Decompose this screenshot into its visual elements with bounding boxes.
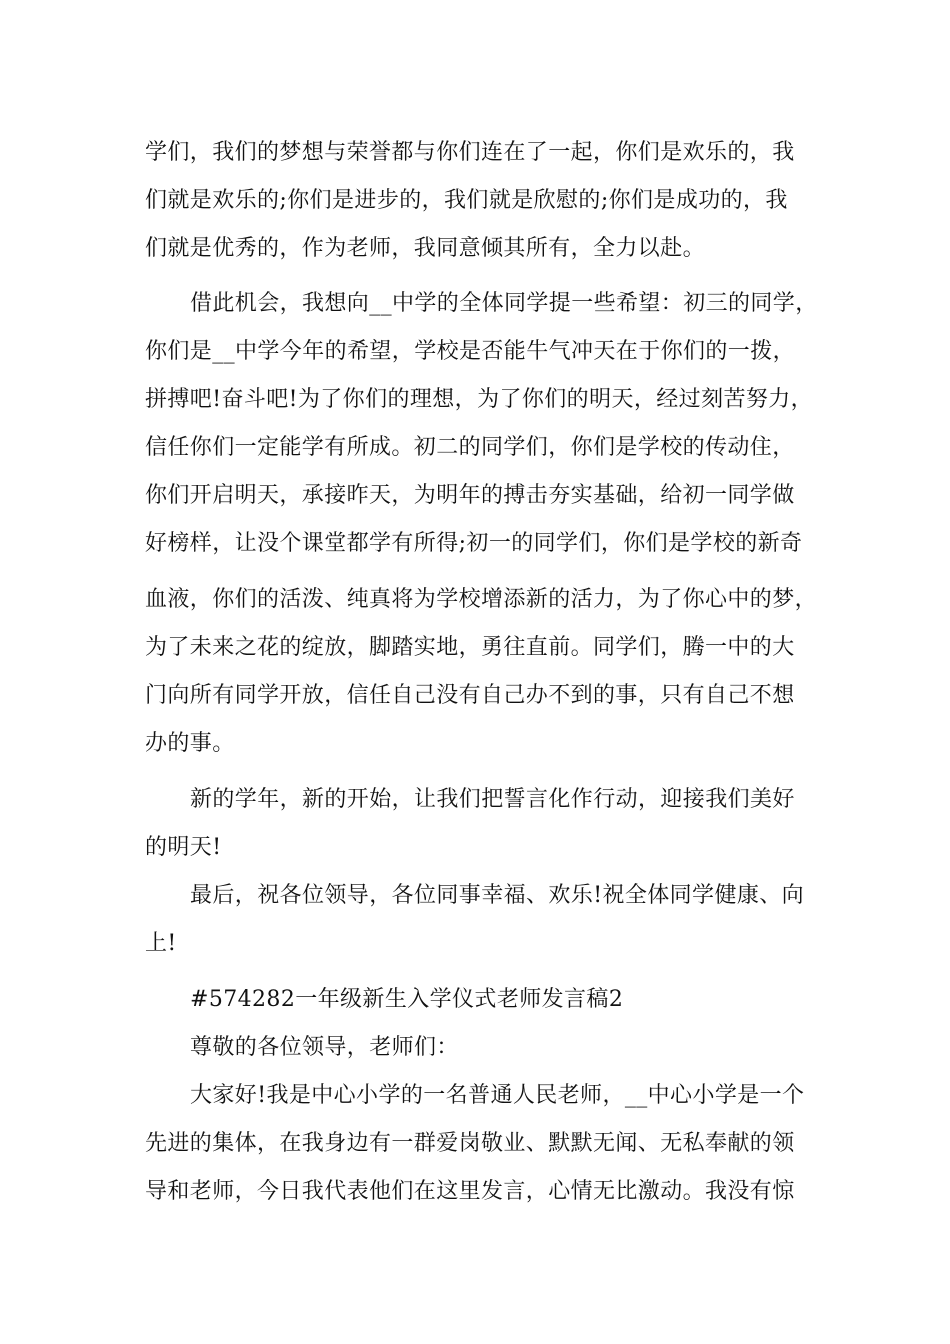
text-line: 你们开启明天，承接昨天，为明年的搏击夯实基础，给初一同学做 bbox=[145, 483, 795, 508]
paragraph-start-line: 借此机会，我想向__中学的全体同学提一些希望：初三的同学， bbox=[190, 291, 818, 316]
paragraph-start-line: 新的学年，新的开始，让我们把誓言化作行动，迎接我们美好 bbox=[190, 787, 795, 812]
text-line: 血液，你们的活泼、纯真将为学校增添新的活力，为了你心中的梦， bbox=[145, 587, 818, 612]
text-line: 你们是__中学今年的希望，学校是否能牛气冲天在于你们的一拨， bbox=[145, 339, 796, 364]
text-line: 好榜样，让没个课堂都学有所得;初一的同学们，你们是学校的新奇 bbox=[145, 531, 803, 556]
text-line: 的明天! bbox=[145, 835, 222, 860]
text-line: 门向所有同学开放，信任自己没有自己办不到的事，只有自己不想 bbox=[145, 683, 795, 708]
text-line: 上! bbox=[145, 931, 177, 956]
text-line: 信任你们一定能学有所成。初二的同学们，你们是学校的传动住， bbox=[145, 435, 795, 460]
text-line: 为了未来之花的绽放，脚踏实地，勇往直前。同学们，腾一中的大 bbox=[145, 635, 795, 660]
text-line: 们就是优秀的，作为老师，我同意倾其所有，全力以赴。 bbox=[145, 236, 706, 261]
text-line: 办的事。 bbox=[145, 731, 235, 756]
paragraph-start-line: 最后，祝各位领导，各位同事幸福、欢乐!祝全体同学健康、向 bbox=[190, 883, 805, 908]
text-line: 导和老师，今日我代表他们在这里发言，心情无比激动。我没有惊 bbox=[145, 1179, 795, 1204]
section-heading: #574282一年级新生入学仪式老师发言稿2 bbox=[190, 987, 624, 1012]
text-line: 们就是欢乐的;你们是进步的，我们就是欣慰的;你们是成功的，我 bbox=[145, 188, 788, 213]
text-line: 学们，我们的梦想与荣誉都与你们连在了一起，你们是欢乐的，我 bbox=[145, 140, 795, 165]
text-line: 先进的集体，在我身边有一群爱岗敬业、默默无闻、无私奉献的领 bbox=[145, 1131, 795, 1156]
salutation-line: 尊敬的各位领导，老师们： bbox=[190, 1035, 459, 1060]
paragraph-start-line: 大家好!我是中心小学的一名普通人民老师，__中心小学是一个 bbox=[190, 1083, 805, 1108]
text-line: 拼搏吧!奋斗吧!为了你们的理想，为了你们的明天，经过刻苦努力， bbox=[145, 387, 814, 412]
